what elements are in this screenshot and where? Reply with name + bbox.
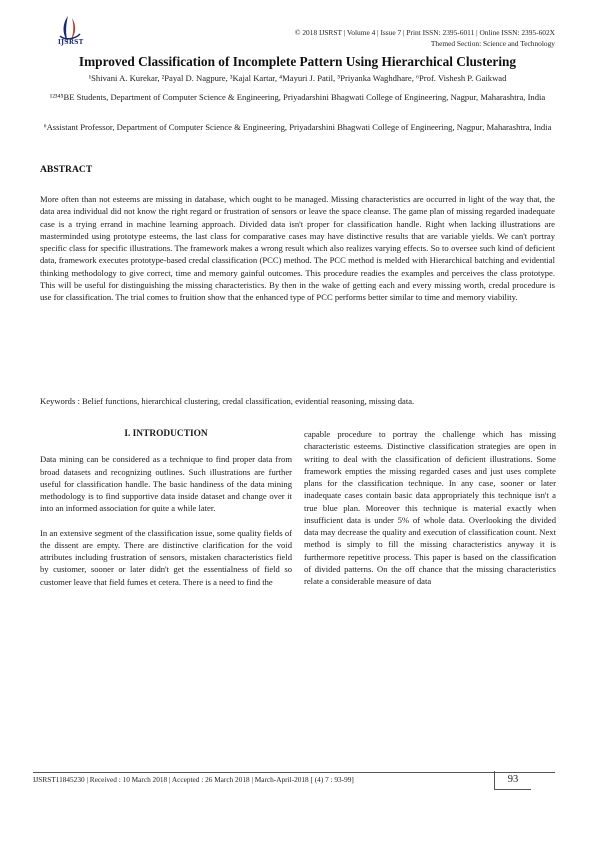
journal-meta (295, 28, 555, 49)
journal-issn-line: © 2018 IJSRST | Volume 4 | Issue 7 | Print ISSN: 2395-6011 | Online ISSN: 2395-602X (294, 28, 555, 37)
footer-divider (33, 772, 555, 773)
intro-paragraph-1: Data mining can be considered as a technique to find proper data from broad datasets and recognizing outlines. Such illustrations are further useful for classification handle. The basic handiness of the data mining methodology is to find supportive data inside dataset and change over it into an informed association for quite a while later. (40, 454, 292, 514)
themed-section: Themed Section: Science and Technology (430, 38, 555, 48)
left-column (40, 428, 292, 588)
author-list: ¹Shivani A. Kurekar, ²Payal D. Nagpure, ³Kajal Kartar, ⁴Mayuri J. Patil, ⁵Priyanka Waghdhare, ⁶Prof. Vishesh P. Gaikwad (88, 73, 507, 83)
affiliation-professor: ⁶Assistant Professor, Department of Computer Science & Engineering, Priyadarshini Bhagwati College of Engineering, Nagpur, Maharashtra, India (43, 122, 552, 132)
affiliation-students: ¹²³⁴⁵BE Students, Department of Computer Science & Engineering, Priyadarshini Bhagwati College of Engineering, Nagpur, Maharashtra, India (49, 92, 546, 102)
intro-paragraph-3: capable procedure to portray the challenge which has missing characteristic esteems. Distinctive classification strategies are open in writing to deal with the classification of deficient illustrations. Some framework empties the missing regarded cases and just uses complete plans for the classification technique. In any case, sooner or later inadequate cases contain basic data appropriately this technique isn't a true blue plan. Moreover this technique is material exactly when insufficient data is under 5% of whole data. Overlooking the divided data may decrease the quality and execution of classification count. Next method is simply to fill the missing characteristics anyway it is furthermore repetitive process. This paper is based on the classification of divided patterns. On the off chance that the missing characteristics relate a considerable measure of data (304, 429, 556, 586)
page-number: 93 (494, 771, 531, 790)
footer-citation: IJSRST11845230 | Received : 10 March 2018 | Accepted : 26 March 2018 | March-April-2018 [ (4) 7 : 93-99] (33, 775, 354, 784)
abstract-heading: ABSTRACT (40, 164, 93, 175)
paper-title: Improved Classification of Incomplete Pattern Using Hierarchical Clustering (78, 54, 517, 69)
right-column (304, 428, 556, 587)
intro-paragraph-2: In an extensive segment of the classification issue, some quality fields of the dissent are empty. There are distinctive clarification for the void attributes including frustration of sensors, mistaken characteristics field by customer, sooner or later didn't get the essentialness of field so customer leave that field fumes et cetera. There is a need to find the (40, 527, 292, 587)
abstract-text: More often than not esteems are missing in database, which ought to be managed. Missing characteristics are occurred in light of the way that, the data area individual did not know the right regard or frustration of sensors or leave the space cleanse. The game plan of missing regarded inadequate case is a trying errand in machine learning approach. Divided data isn't proper for classification handle. Right when lacking illustrations are masterminded using prototype esteems, the last class for comparative cases may have distinctive results that are variable yields. We can't portray specific class for specific illustrations. The framework makes a wrong result which also realizes varying effects. So to oversee such kind of deficient data, framework executes prototype-based credal classification (PCC) method. The PCC method is melded with Hierarchical batching and evidential thinking methodology to give correct, time and memory gainful outcomes. This procedure readies the examples and perceives the class prototype. This will be useful for distinguishing the missing characteristics. By then in the wake of getting each and every missing worth, credal procedure is use for classification. The trial comes to fruition show that the enhanced type of PCC performs better similar to time and memory viability. (40, 194, 555, 302)
introduction-heading: I. INTRODUCTION (124, 429, 208, 439)
keywords: Keywords : Belief functions, hierarchical clustering, credal classification, evidential reasoning, missing data. (40, 396, 415, 406)
logo-wordmark: IJSRST (58, 39, 84, 46)
